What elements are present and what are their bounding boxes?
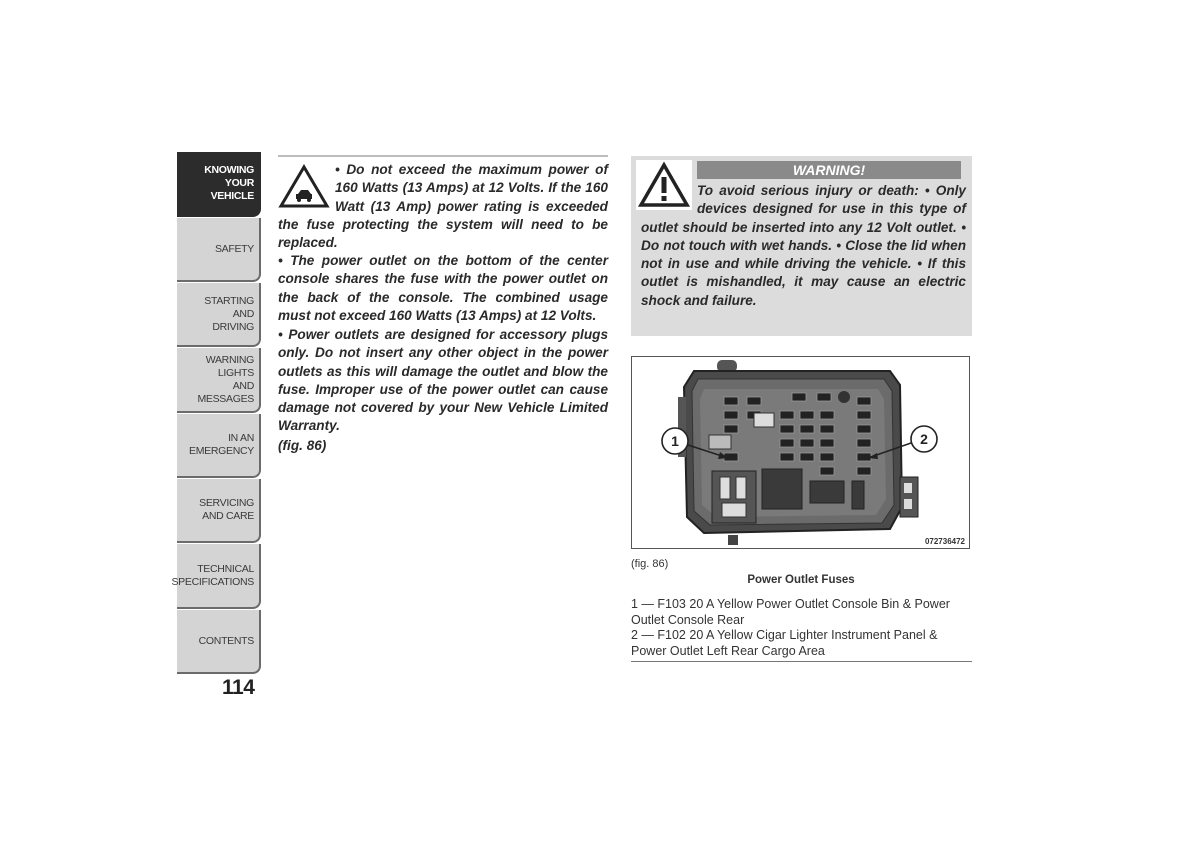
figure-label: (fig. 86) <box>631 558 669 570</box>
caution-paragraph-shared-fuse: • The power outlet on the bottom of the center console shares the fuse with the power outlet on the back of the console. The combined usage must not exceed 160 Watts (13 Amps) at 12 Volts. <box>278 253 608 323</box>
tab-technical-specifications[interactable]: TECHNICAL SPECIFICATIONS <box>177 544 261 609</box>
page-number: 114 <box>222 676 255 699</box>
figure-code: 072736472 <box>924 537 965 546</box>
tab-safety[interactable]: SAFETY <box>177 218 261 282</box>
warning-text: To avoid serious injury or death: • Only devices designed for use in this type of outlet should be inserted into any 12 Volt outlet. • Do not touch with wet hands. • Close the lid when not in use and while driving the vehicle. • If this outlet is mishandled, it may cause an electric shock and failure. <box>641 183 966 308</box>
tab-contents[interactable]: CONTENTS <box>177 610 261 674</box>
tab-servicing-and-care[interactable]: SERVICING AND CARE <box>177 479 261 543</box>
warning-title: WARNING! <box>697 161 961 179</box>
warning-box <box>631 156 972 336</box>
callout-2: 2 <box>920 431 928 447</box>
fuse-box-figure <box>631 356 970 549</box>
caution-paragraph-accessory: • Power outlets are designed for accessory plugs only. Do not insert any other object in the power outlets as this will damage the outlet and blow the fuse. Improper use of the power outlet can cause damage not covered by your New Vehicle Limited Warranty. <box>278 327 608 434</box>
callout-1: 1 <box>671 433 679 449</box>
tab-warning-lights[interactable]: WARNING LIGHTS AND MESSAGES <box>177 348 261 413</box>
figure-title: Power Outlet Fuses <box>747 574 855 586</box>
bottom-rule <box>631 661 972 662</box>
tab-knowing-your-vehicle[interactable]: KNOWING YOUR VEHICLE <box>177 152 261 217</box>
tab-starting-and-driving[interactable]: STARTING AND DRIVING <box>177 283 261 347</box>
figure-reference: (fig. 86) <box>278 438 327 453</box>
figure-item-2: 2 — F102 20 A Yellow Cigar Lighter Instrument Panel & Power Outlet Left Rear Cargo Area <box>631 628 938 658</box>
caution-paragraph-power: • Do not exceed the maximum power of 160 Watts (13 Amps) at 12 Volts. If the 160 Watt (13 Amp) power rating is exceeded the fuse protecting the system will need to be replaced. <box>278 162 608 251</box>
figure-item-1: 1 — F103 20 A Yellow Power Outlet Console Bin & Power Outlet Console Rear <box>631 597 950 627</box>
tab-in-an-emergency[interactable]: IN AN EMERGENCY <box>177 414 261 478</box>
fuse-box-illustration <box>632 357 969 548</box>
section-rule <box>278 155 608 157</box>
